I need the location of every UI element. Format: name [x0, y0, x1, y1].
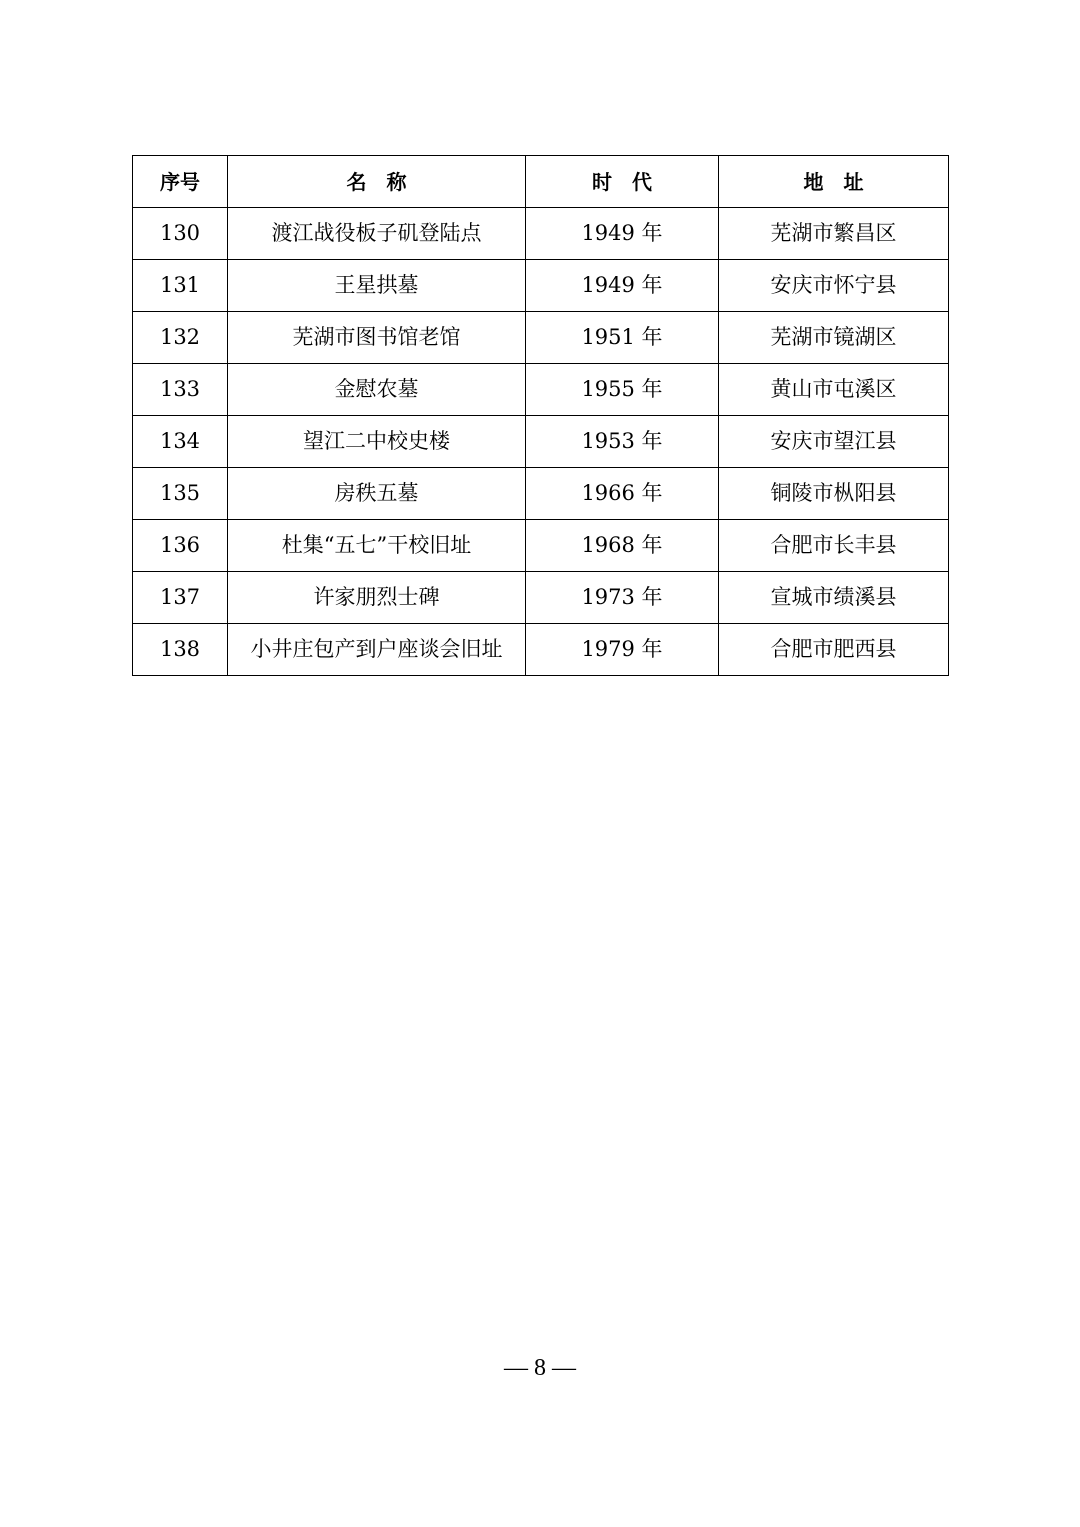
heritage-sites-table [132, 155, 949, 676]
table-row [133, 208, 949, 260]
cell-era: 1951 年 [526, 312, 719, 364]
cell-address: 安庆市望江县 [719, 416, 949, 468]
cell-serial-number: 136 [133, 520, 228, 572]
cell-name: 杜集“五七”干校旧址 [228, 520, 526, 572]
table-row [133, 260, 949, 312]
table-row [133, 468, 949, 520]
cell-era: 1949 年 [526, 208, 719, 260]
table-row [133, 364, 949, 416]
cell-era: 1973 年 [526, 572, 719, 624]
cell-address: 黄山市屯溪区 [719, 364, 949, 416]
cell-name: 小井庄包产到户座谈会旧址 [228, 624, 526, 676]
cell-serial-number: 134 [133, 416, 228, 468]
header-address: 地 址 [719, 156, 949, 208]
header-era: 时 代 [526, 156, 719, 208]
table-row [133, 624, 949, 676]
cell-serial-number: 137 [133, 572, 228, 624]
table-header-row [133, 156, 949, 208]
cell-name: 许家朋烈士碑 [228, 572, 526, 624]
cell-serial-number: 135 [133, 468, 228, 520]
cell-address: 安庆市怀宁县 [719, 260, 949, 312]
cell-serial-number: 133 [133, 364, 228, 416]
cell-era: 1968 年 [526, 520, 719, 572]
cell-era: 1966 年 [526, 468, 719, 520]
cell-name: 芜湖市图书馆老馆 [228, 312, 526, 364]
cell-address: 芜湖市繁昌区 [719, 208, 949, 260]
table-row [133, 416, 949, 468]
page-number: — 8 — [504, 1355, 576, 1381]
cell-serial-number: 132 [133, 312, 228, 364]
header-name: 名 称 [228, 156, 526, 208]
header-serial-number: 序号 [133, 156, 228, 208]
cell-name: 王星拱墓 [228, 260, 526, 312]
cell-address: 合肥市长丰县 [719, 520, 949, 572]
table-row [133, 312, 949, 364]
cell-address: 铜陵市枞阳县 [719, 468, 949, 520]
cell-name: 房秩五墓 [228, 468, 526, 520]
cell-serial-number: 130 [133, 208, 228, 260]
table-row [133, 572, 949, 624]
cell-name: 渡江战役板子矶登陆点 [228, 208, 526, 260]
cell-era: 1953 年 [526, 416, 719, 468]
cell-name: 望江二中校史楼 [228, 416, 526, 468]
cell-address: 宣城市绩溪县 [719, 572, 949, 624]
cell-address: 芜湖市镜湖区 [719, 312, 949, 364]
cell-address: 合肥市肥西县 [719, 624, 949, 676]
cell-era: 1955 年 [526, 364, 719, 416]
cell-era: 1979 年 [526, 624, 719, 676]
table-row [133, 520, 949, 572]
cell-name: 金慰农墓 [228, 364, 526, 416]
cell-serial-number: 138 [133, 624, 228, 676]
cell-serial-number: 131 [133, 260, 228, 312]
cell-era: 1949 年 [526, 260, 719, 312]
